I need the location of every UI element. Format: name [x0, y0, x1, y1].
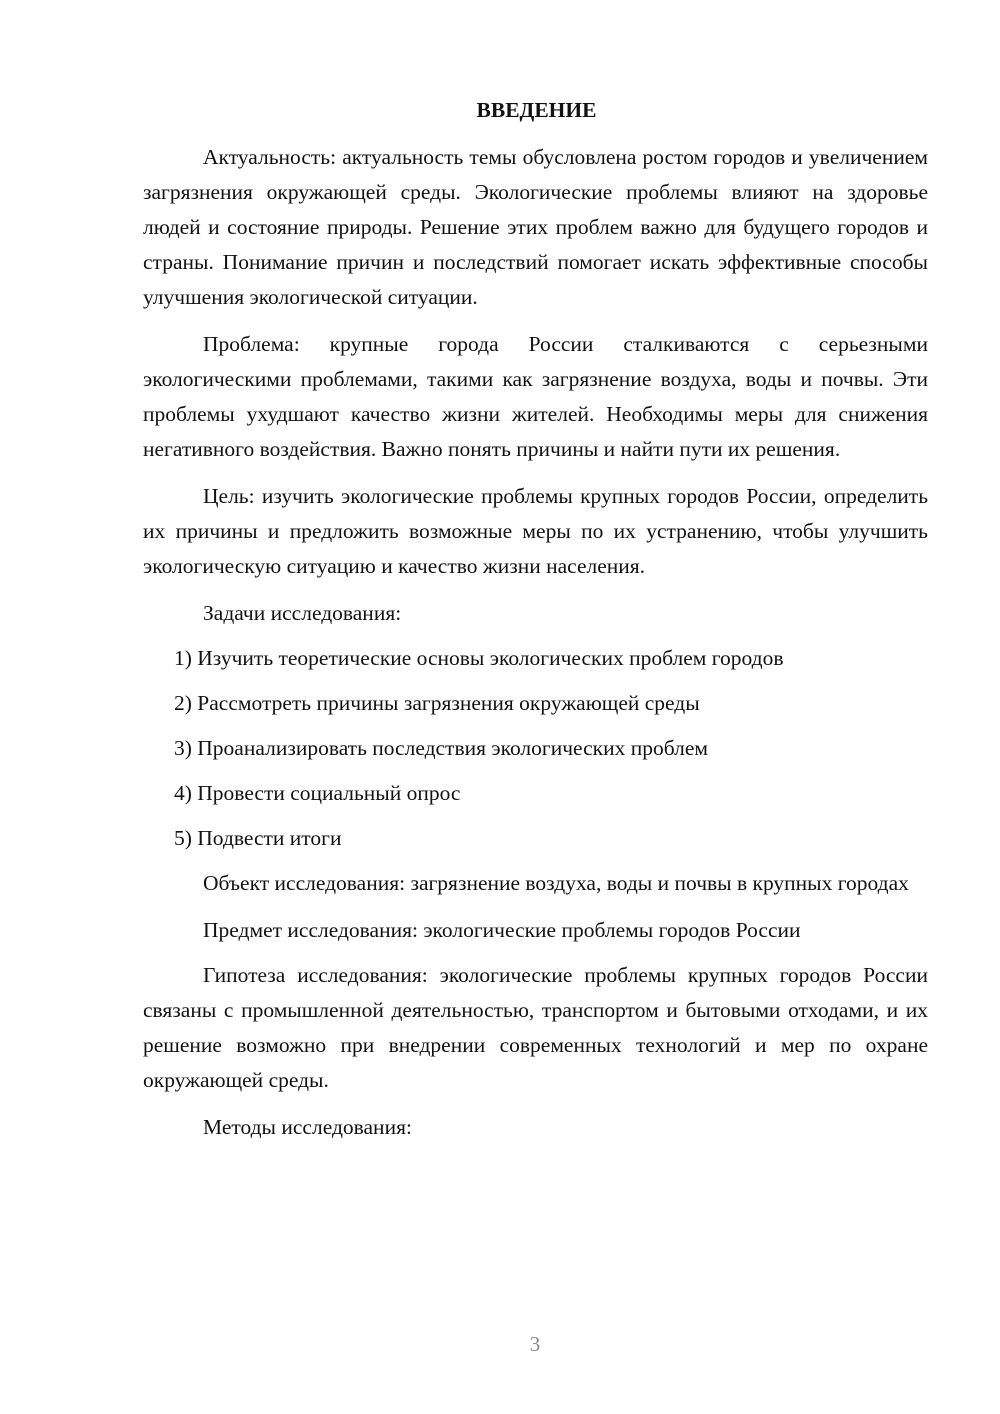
paragraph-problem: Проблема: крупные города России сталкиваются с серьезными экологическими проблемами, такими как загрязнение воздуха, воды и почвы. Эти проблемы ухудшают качество жизни жителей. Необходимы меры для снижения негативного воздействия. Важно понять причины и найти пути их решения.	[143, 332, 928, 461]
list-item: 4) Провести социальный опрос	[174, 781, 461, 805]
list-item: 2) Рассмотреть причины загрязнения окружающей среды	[174, 691, 700, 715]
paragraph-relevance: Актуальность: актуальность темы обусловлена ростом городов и увеличением загрязнения окружающей среды. Экологические проблемы влияют на здоровье людей и состояние природы. Решение этих проблем важно для будущего городов и страны. Понимание причин и последствий помогает искать эффективные способы улучшения экологической ситуации.	[143, 145, 928, 309]
section-title: ВВЕДЕНИЕ	[476, 98, 597, 122]
methods-heading: Методы исследования:	[203, 1115, 412, 1139]
page-number: 3	[529, 1332, 541, 1356]
paragraph-object: Объект исследования: загрязнение воздуха, воды и почвы в крупных городах	[203, 871, 909, 895]
list-item: 5) Подвести итоги	[174, 826, 342, 850]
tasks-heading: Задачи исследования:	[203, 601, 402, 625]
paragraph-subject: Предмет исследования: экологические проблемы городов России	[203, 918, 801, 942]
page-content	[143, 93, 928, 1155]
tasks-list	[143, 641, 928, 856]
list-item: 3) Проанализировать последствия экологических проблем	[174, 736, 709, 760]
list-item: 1) Изучить теоретические основы экологических проблем городов	[174, 646, 784, 670]
paragraph-hypothesis: Гипотеза исследования: экологические проблемы крупных городов России связаны с промышленной деятельностью, транспортом и бытовыми отходами, и их решение возможно при внедрении современных технологий и мер по охране окружающей среды.	[143, 963, 928, 1092]
paragraph-goal: Цель: изучить экологические проблемы крупных городов России, определить их причины и предложить возможные меры по их устранению, чтобы улучшить экологическую ситуацию и качество жизни населения.	[143, 484, 928, 578]
